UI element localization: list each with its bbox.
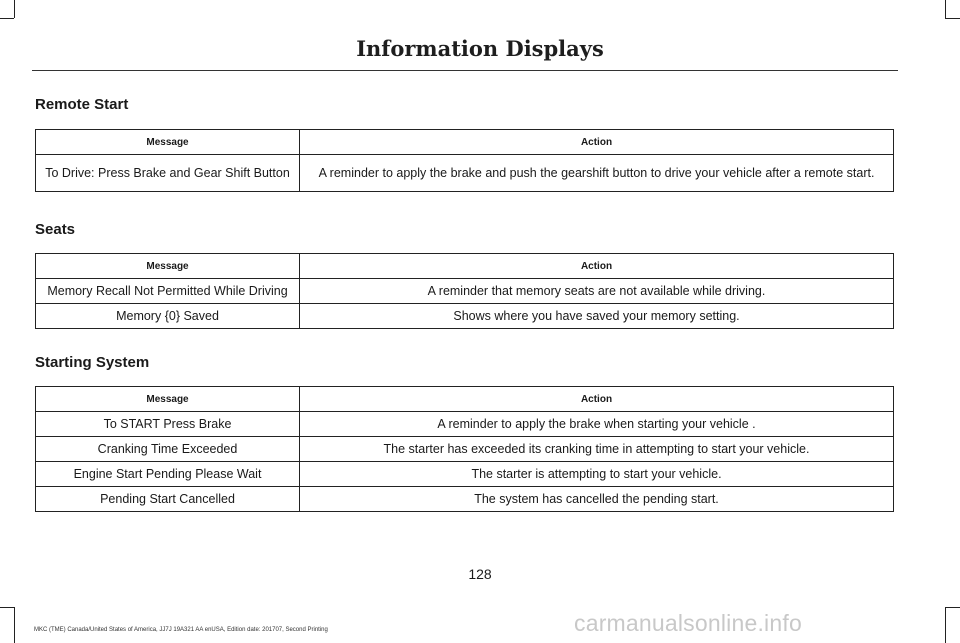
column-header-message: Message [36,387,300,412]
action-cell: A reminder that memory seats are not available while driving. [300,279,894,304]
column-header-action: Action [300,130,894,155]
table-row [36,412,894,437]
action-cell: The system has cancelled the pending start. [300,487,894,512]
page-title: Information Displays [356,36,604,61]
section-heading-seats: Seats [35,221,76,238]
action-cell: A reminder to apply the brake and push the gearshift button to drive your vehicle after a remote start. [300,155,894,192]
message-cell: To START Press Brake [36,412,300,437]
action-cell: Shows where you have saved your memory setting. [300,304,894,329]
table-row [36,462,894,487]
crop-mark [0,607,14,608]
message-cell: To Drive: Press Brake and Gear Shift Button [36,155,300,192]
message-cell: Pending Start Cancelled [36,487,300,512]
starting-system-table [35,386,894,512]
crop-mark [945,0,946,18]
crop-mark [14,607,15,643]
seats-table [35,253,894,329]
remote-start-table [35,129,894,192]
column-header-message: Message [36,254,300,279]
crop-mark [945,607,960,608]
table-header-row [36,387,894,412]
table-row [36,487,894,512]
column-header-message: Message [36,130,300,155]
message-cell: Cranking Time Exceeded [36,437,300,462]
crop-mark [14,0,15,18]
page-number: 128 [468,566,492,582]
section-heading-remote-start: Remote Start [35,96,129,113]
table-row [36,304,894,329]
table-row [36,437,894,462]
edition-footer: MKC (TME) Canada/United States of America, JJ7J 19A321 AA enUSA, Edition date: 201707, Second Printing [34,627,328,633]
column-header-action: Action [300,387,894,412]
section-heading-starting-system: Starting System [35,354,150,371]
crop-mark [945,18,960,19]
message-cell: Memory Recall Not Permitted While Driving [36,279,300,304]
title-divider [32,70,898,71]
watermark: carmanualsonline.info [574,610,802,636]
crop-mark [945,607,946,643]
table-header-row [36,130,894,155]
table-header-row [36,254,894,279]
message-cell: Engine Start Pending Please Wait [36,462,300,487]
crop-mark [0,18,14,19]
table-row [36,279,894,304]
table-row [36,155,894,192]
column-header-action: Action [300,254,894,279]
action-cell: The starter has exceeded its cranking time in attempting to start your vehicle. [300,437,894,462]
action-cell: A reminder to apply the brake when starting your vehicle . [300,412,894,437]
action-cell: The starter is attempting to start your vehicle. [300,462,894,487]
message-cell: Memory {0} Saved [36,304,300,329]
